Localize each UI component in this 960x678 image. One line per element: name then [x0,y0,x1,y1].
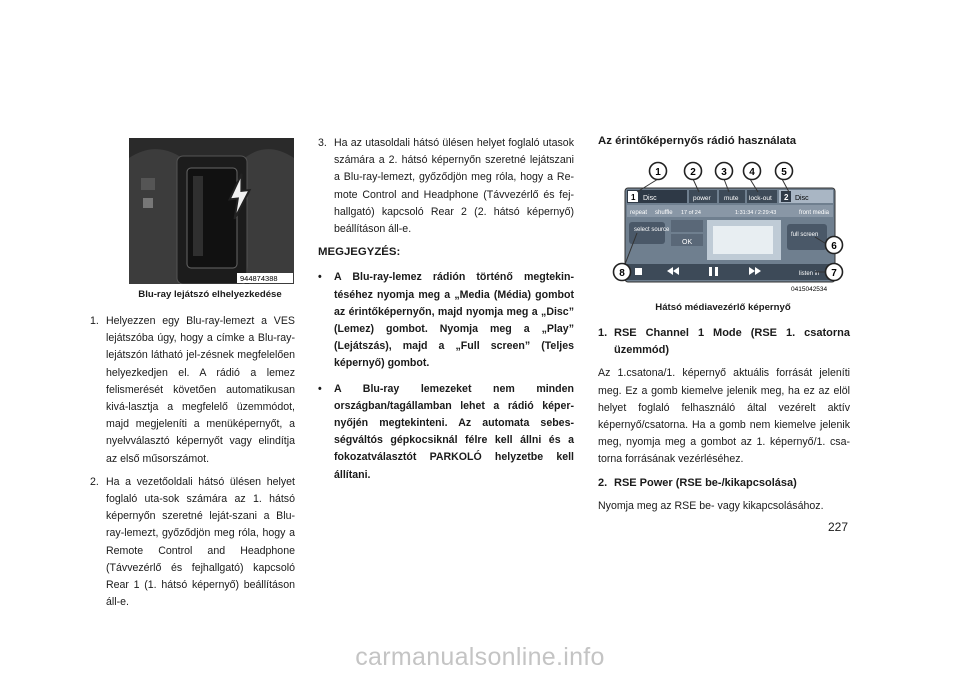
disc-2-label: Disc [795,195,809,202]
channel-2-label: 2 [784,193,789,202]
column-2 [318,135,574,492]
callout-8: 8 [619,268,625,279]
console-illustration [129,138,294,284]
page-number: 227 [828,520,849,534]
list-item-3-2-title: 2. RSE Power (RSE be-/kikapcsolása) [598,476,797,489]
note-bullet-1: • A Blu-ray-lemez rádión történő megtekin-téséhez nyomja meg a „Media (Média) gombot az érintőképernyőn, majd nyomja meg a „Disc” (Lemez) gombot. Nyomja meg a „Play” (Lejátszás), majd a „Full screen” (Teljes képernyő) gombot. [318,271,574,370]
callout-1: 1 [655,167,661,178]
note-bullet-2: • A Blu-ray lemezeket nem minden országban/tagállamban lehet a rádió képer-nyőjén megtekinteni. Az automata sebes-ségváltós gépkocsiknál félre kell állni és a fokozatválasztót PARKOLÓ helyzetbe kell állítani. [318,382,574,481]
list-item-1: 1. Helyezzen egy Blu-ray-lemezt a VES lejátszóba úgy, hogy a címke a Blu-ray-lejátszón látható jel-zésnek megfelelően helyezkedjen el. A rádió a lemez felismerését követően automatikusan kivá-lasztja a megfelelő üzemmódot, majd megjeleníti a menüképernyőt, a nyelvválasztó képernyőt vagy elindítja az első műsorszámot. [90,315,295,465]
power-button: power [693,195,711,202]
rse-screen-figure [603,160,849,294]
list-item-3-1-body: Az 1.csatona/1. képernyő aktuális forrását jeleníti meg. Ez a gomb kiemelve jelenik meg, ha ez az elöl helyet foglaló felhasználó által vezérelt aktív képernyő/csatorna. Ha a gomb nem kiemelve jelenik meg, nyomja meg a gombot az 1. képernyő/1. csa-torna forrásának vezérléséhez. [598,367,850,466]
ok-button: OK [682,239,693,246]
photo-code: 944874388 [240,274,278,283]
figure2-caption: Hátsó médiavezérlő képernyő [655,302,791,313]
figure-code: 0415042534 [791,286,828,293]
list-item-3-2-body: Nyomja meg az RSE be- vagy kikapcsolásához. [598,499,824,512]
figure1-caption: Blu-ray lejátszó elhelyezkedése [138,289,282,300]
time-readout: 1:31:34 / 2:29:43 [735,210,777,216]
disc-1-label: Disc [643,195,657,202]
callout-5: 5 [781,167,787,178]
lockout-button: lock-out [749,195,772,202]
callout-4: 4 [749,167,755,178]
mute-button: mute [724,195,739,202]
track-counter: 17 of 24 [681,210,701,216]
rse-screen-illustration [603,160,849,294]
callout-3: 3 [721,167,727,178]
select-source-label: select source [634,227,670,233]
list-item-2: 2. Ha a vezetőoldali hátsó ülésen helyet foglaló uta-sok számára az 1. hátsó képernyőn szeretné leját-szani a Blu-ray-lemezt, győződjön meg róla, hogy a Remote Control and Headphone (Távvezérlő és fejhallgató) kapcsoló Rear 1 (1. hátsó képernyő) beállításon áll-e. [90,475,295,609]
callout-6: 6 [831,241,837,252]
callout-2: 2 [690,167,696,178]
column-1 [90,313,295,617]
note-heading: MEGJEGYZÉS: [318,246,401,259]
callout-7: 7 [831,268,837,279]
front-media-button: front media [799,210,830,216]
full-screen-button: full screen [791,232,819,238]
channel-1-label: 1 [631,193,636,202]
list-item-3: 3. Ha az utasoldali hátsó ülésen helyet foglaló utasok számára a 2. hátsó képernyőn szeretné lejátszani a Blu-ray-lemezt, győződjön meg róla, hogy a Re-mote Control and Headphone (Távvezérlő és fej-hallgató) kapcsoló Rear 2 (2. hátsó képernyő) beállításon áll-e. [318,137,574,236]
blu-ray-player-photo [129,138,294,284]
section-heading: Az érintőképernyős rádió használata [598,135,797,147]
repeat-button: repeat [630,210,648,216]
column-3 [598,325,850,521]
watermark: carmanualsonline.info [355,643,605,671]
listen-in-button: listen in [799,271,820,277]
list-item-3-1-title: 1. RSE Channel 1 Mode (RSE 1. csatorna üzemmód) [598,327,850,357]
shuffle-button: shuffle [655,210,673,216]
